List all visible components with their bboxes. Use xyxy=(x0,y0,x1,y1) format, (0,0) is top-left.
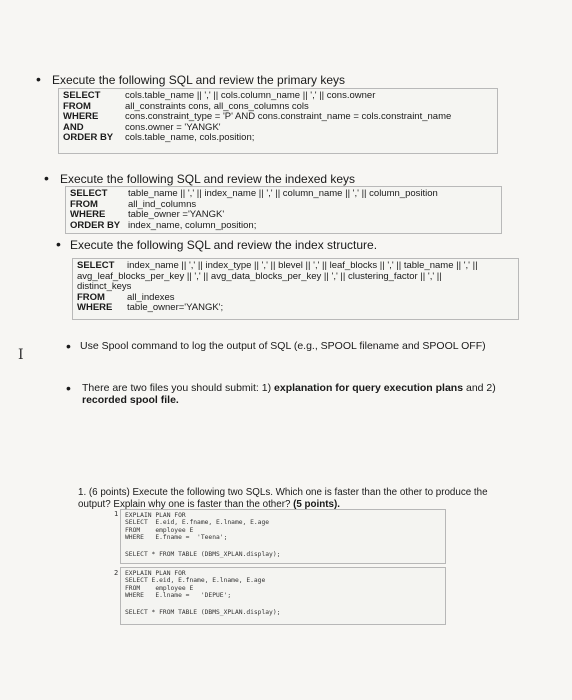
sql-value: all_ind_columns xyxy=(128,198,197,210)
code-line: EXPLAIN PLAN FOR xyxy=(125,512,186,519)
sql-box-indexed-keys xyxy=(65,186,502,234)
text-cursor-icon: I xyxy=(18,347,24,363)
spool-instruction: Use Spool command to log the output of SQL (e.g., SPOOL filename and SPOOL OFF) xyxy=(80,340,486,352)
sql-value: all_constraints cons, all_cons_columns cols xyxy=(125,100,309,112)
sql-keyword: WHERE xyxy=(63,111,99,123)
sql-keyword: FROM xyxy=(63,100,91,112)
sql-value: cols.table_name || ',' || cols.column_name || ',' || cons.owner xyxy=(125,90,376,101)
code-line-number: 1 xyxy=(114,510,119,518)
sql-keyword: FROM xyxy=(77,291,105,303)
code-line: SELECT * FROM TABLE (DBMS_XPLAN.display); xyxy=(125,608,281,616)
question-1 xyxy=(78,487,508,510)
sql-value: cols.table_name, cols.position; xyxy=(125,132,255,144)
bullet: • xyxy=(36,71,41,87)
sql-keyword: SELECT xyxy=(63,90,101,101)
sql-value: cons.constraint_type = 'P' AND cons.constraint_name = cols.constraint_name xyxy=(125,111,452,123)
sql-value: cons.owner = 'YANGK' xyxy=(125,121,221,133)
sql-value: all_indexes xyxy=(127,291,175,303)
sql-value: index_name, column_position; xyxy=(128,219,257,231)
sql-keyword: SELECT xyxy=(70,188,108,199)
sql-keyword: FROM xyxy=(70,198,98,210)
sql-box-primary-keys xyxy=(58,88,498,154)
sql-keyword: ORDER BY xyxy=(63,132,114,144)
submit-text: There are two files you should submit: 1) xyxy=(82,382,275,394)
sql-keyword: WHERE xyxy=(77,302,113,314)
sql-keyword: AND xyxy=(63,121,84,133)
submit-item-1: explanation for query execution plans xyxy=(274,382,464,394)
code-cell-2 xyxy=(120,567,446,625)
code-line: SELECT * FROM TABLE (DBMS_XPLAN.display); xyxy=(125,550,281,558)
submit-text: and 2) xyxy=(463,382,496,394)
bullet: • xyxy=(56,236,61,252)
sql-value: table_name || ',' || index_name || ',' || column_name || ',' || column_position xyxy=(128,188,438,199)
bullet: • xyxy=(66,380,71,396)
question-text: 1. (6 points) Execute the following two SQLs. Which one is faster than the other to produce the output? Explain why one is faster than the other? xyxy=(78,487,488,510)
sql-continuation: avg_leaf_blocks_per_key || ',' || avg_data_blocks_per_key || ',' || clustering_factor || ',' || xyxy=(77,270,442,282)
sql-keyword: WHERE xyxy=(70,209,106,221)
code-line: SELECT E.eid, E.fname, E.lname, E.age xyxy=(125,519,270,527)
sql-value: table_owner='YANGK'; xyxy=(127,302,224,314)
code-line-number: 2 xyxy=(114,569,119,577)
submit-instruction xyxy=(82,382,512,406)
code-line: FROM employee E xyxy=(125,584,194,592)
submit-item-2: recorded spool file. xyxy=(82,394,179,406)
code-line: SELECT E.eid, E.fname, E.lname, E.age xyxy=(125,577,266,585)
section1-heading: Execute the following SQL and review the primary keys xyxy=(52,73,346,87)
sql-continuation: distinct_keys xyxy=(77,281,132,293)
sql-value: index_name || ',' || index_type || ',' || blevel || ',' || leaf_blocks || ',' || table_name || ',' || xyxy=(127,260,478,271)
bullet: • xyxy=(44,170,49,186)
code-line: WHERE E.fname = 'Teena'; xyxy=(125,534,228,542)
sql-box-index-structure xyxy=(72,258,519,320)
sql-keyword: SELECT xyxy=(77,260,115,271)
code-cell-1 xyxy=(120,509,446,564)
code-line: FROM employee E xyxy=(125,526,194,534)
sql-value: table_owner ='YANGK' xyxy=(128,209,225,221)
code-line: EXPLAIN PLAN FOR xyxy=(125,570,186,577)
bullet: • xyxy=(66,338,71,354)
sql-keyword: ORDER BY xyxy=(70,219,121,231)
section3-heading: Execute the following SQL and review the index structure. xyxy=(70,238,378,252)
question-points: (5 points). xyxy=(293,498,340,510)
section2-heading: Execute the following SQL and review the indexed keys xyxy=(60,172,356,186)
code-line: WHERE E.lname = 'DEPUE'; xyxy=(125,592,232,600)
